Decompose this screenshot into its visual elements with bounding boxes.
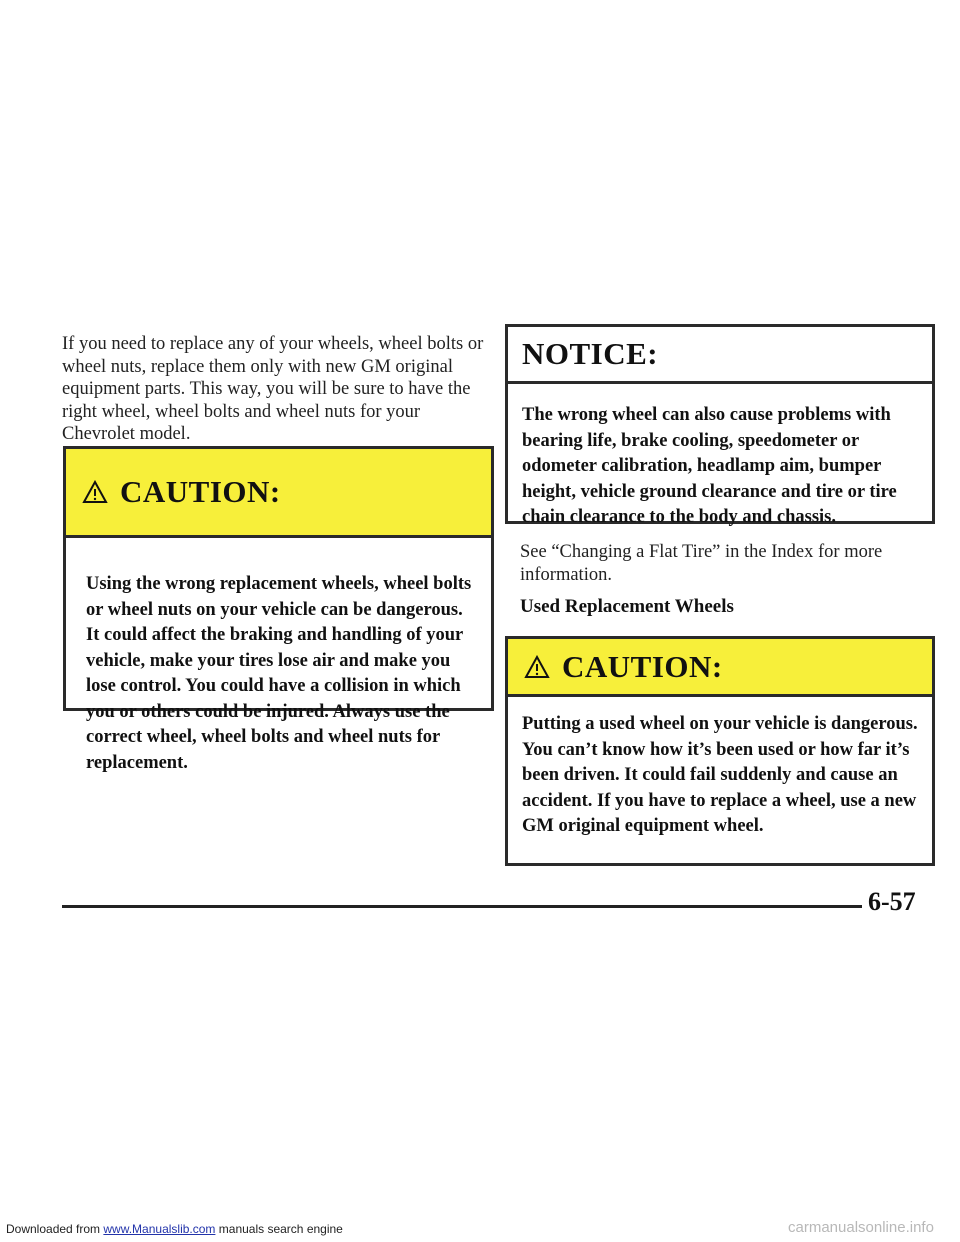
intro-paragraph: If you need to replace any of your wheels, wheel bolts or wheel nuts, replace them only with new GM original equipment parts. This way, you will be sure to have the right wheel, wheel bolts and wheel nuts for your Chevrolet model.	[62, 334, 484, 444]
caution-title: CAUTION:	[562, 648, 723, 684]
warning-triangle-icon	[524, 655, 550, 679]
warning-triangle-icon	[82, 480, 108, 504]
caution-header	[508, 639, 932, 697]
caution-box-wrong-wheels	[63, 446, 494, 773]
watermark: carmanualsonline.info	[788, 1219, 934, 1236]
caution-body: Putting a used wheel on your vehicle is dangerous. You can’t know how it’s been used or how far it’s been driven. It could fail suddenly and cause an accident. If you have to replace a wheel, use a new GM original equipment wheel.	[522, 714, 918, 836]
footer-rule	[62, 905, 862, 908]
caution-title: CAUTION:	[120, 474, 281, 509]
section-heading: Used Replacement Wheels	[520, 596, 734, 617]
notice-header	[508, 327, 932, 384]
download-source-line	[6, 1222, 343, 1236]
caution-box-used-wheels	[505, 636, 935, 866]
download-prefix: Downloaded from	[6, 1222, 104, 1236]
download-footer-area	[0, 940, 960, 1242]
notice-title: NOTICE:	[522, 336, 659, 371]
caution-header	[66, 449, 491, 538]
download-suffix: manuals search engine	[215, 1222, 343, 1236]
manualslib-link[interactable]: www.Manualslib.com	[103, 1222, 216, 1236]
caution-body: Using the wrong replacement wheels, wheel bolts or wheel nuts on your vehicle can be dangerous. It could affect the braking and handling of your vehicle, make your tires lose air and make you lose control. You could have a collision in which you or others could be injured. Always use the correct wheel, wheel bolts and wheel nuts for replacement.	[86, 574, 472, 773]
notice-body: The wrong wheel can also cause problems with bearing life, brake cooling, speedometer or odometer calibration, headlamp aim, bumper height, vehicle ground clearance and tire or tire chain clearance to the body and chassis.	[522, 405, 897, 527]
page-number: 6-57	[868, 887, 916, 916]
notice-box	[505, 324, 935, 527]
see-more-paragraph: See “Changing a Flat Tire” in the Index for more information.	[520, 542, 883, 585]
